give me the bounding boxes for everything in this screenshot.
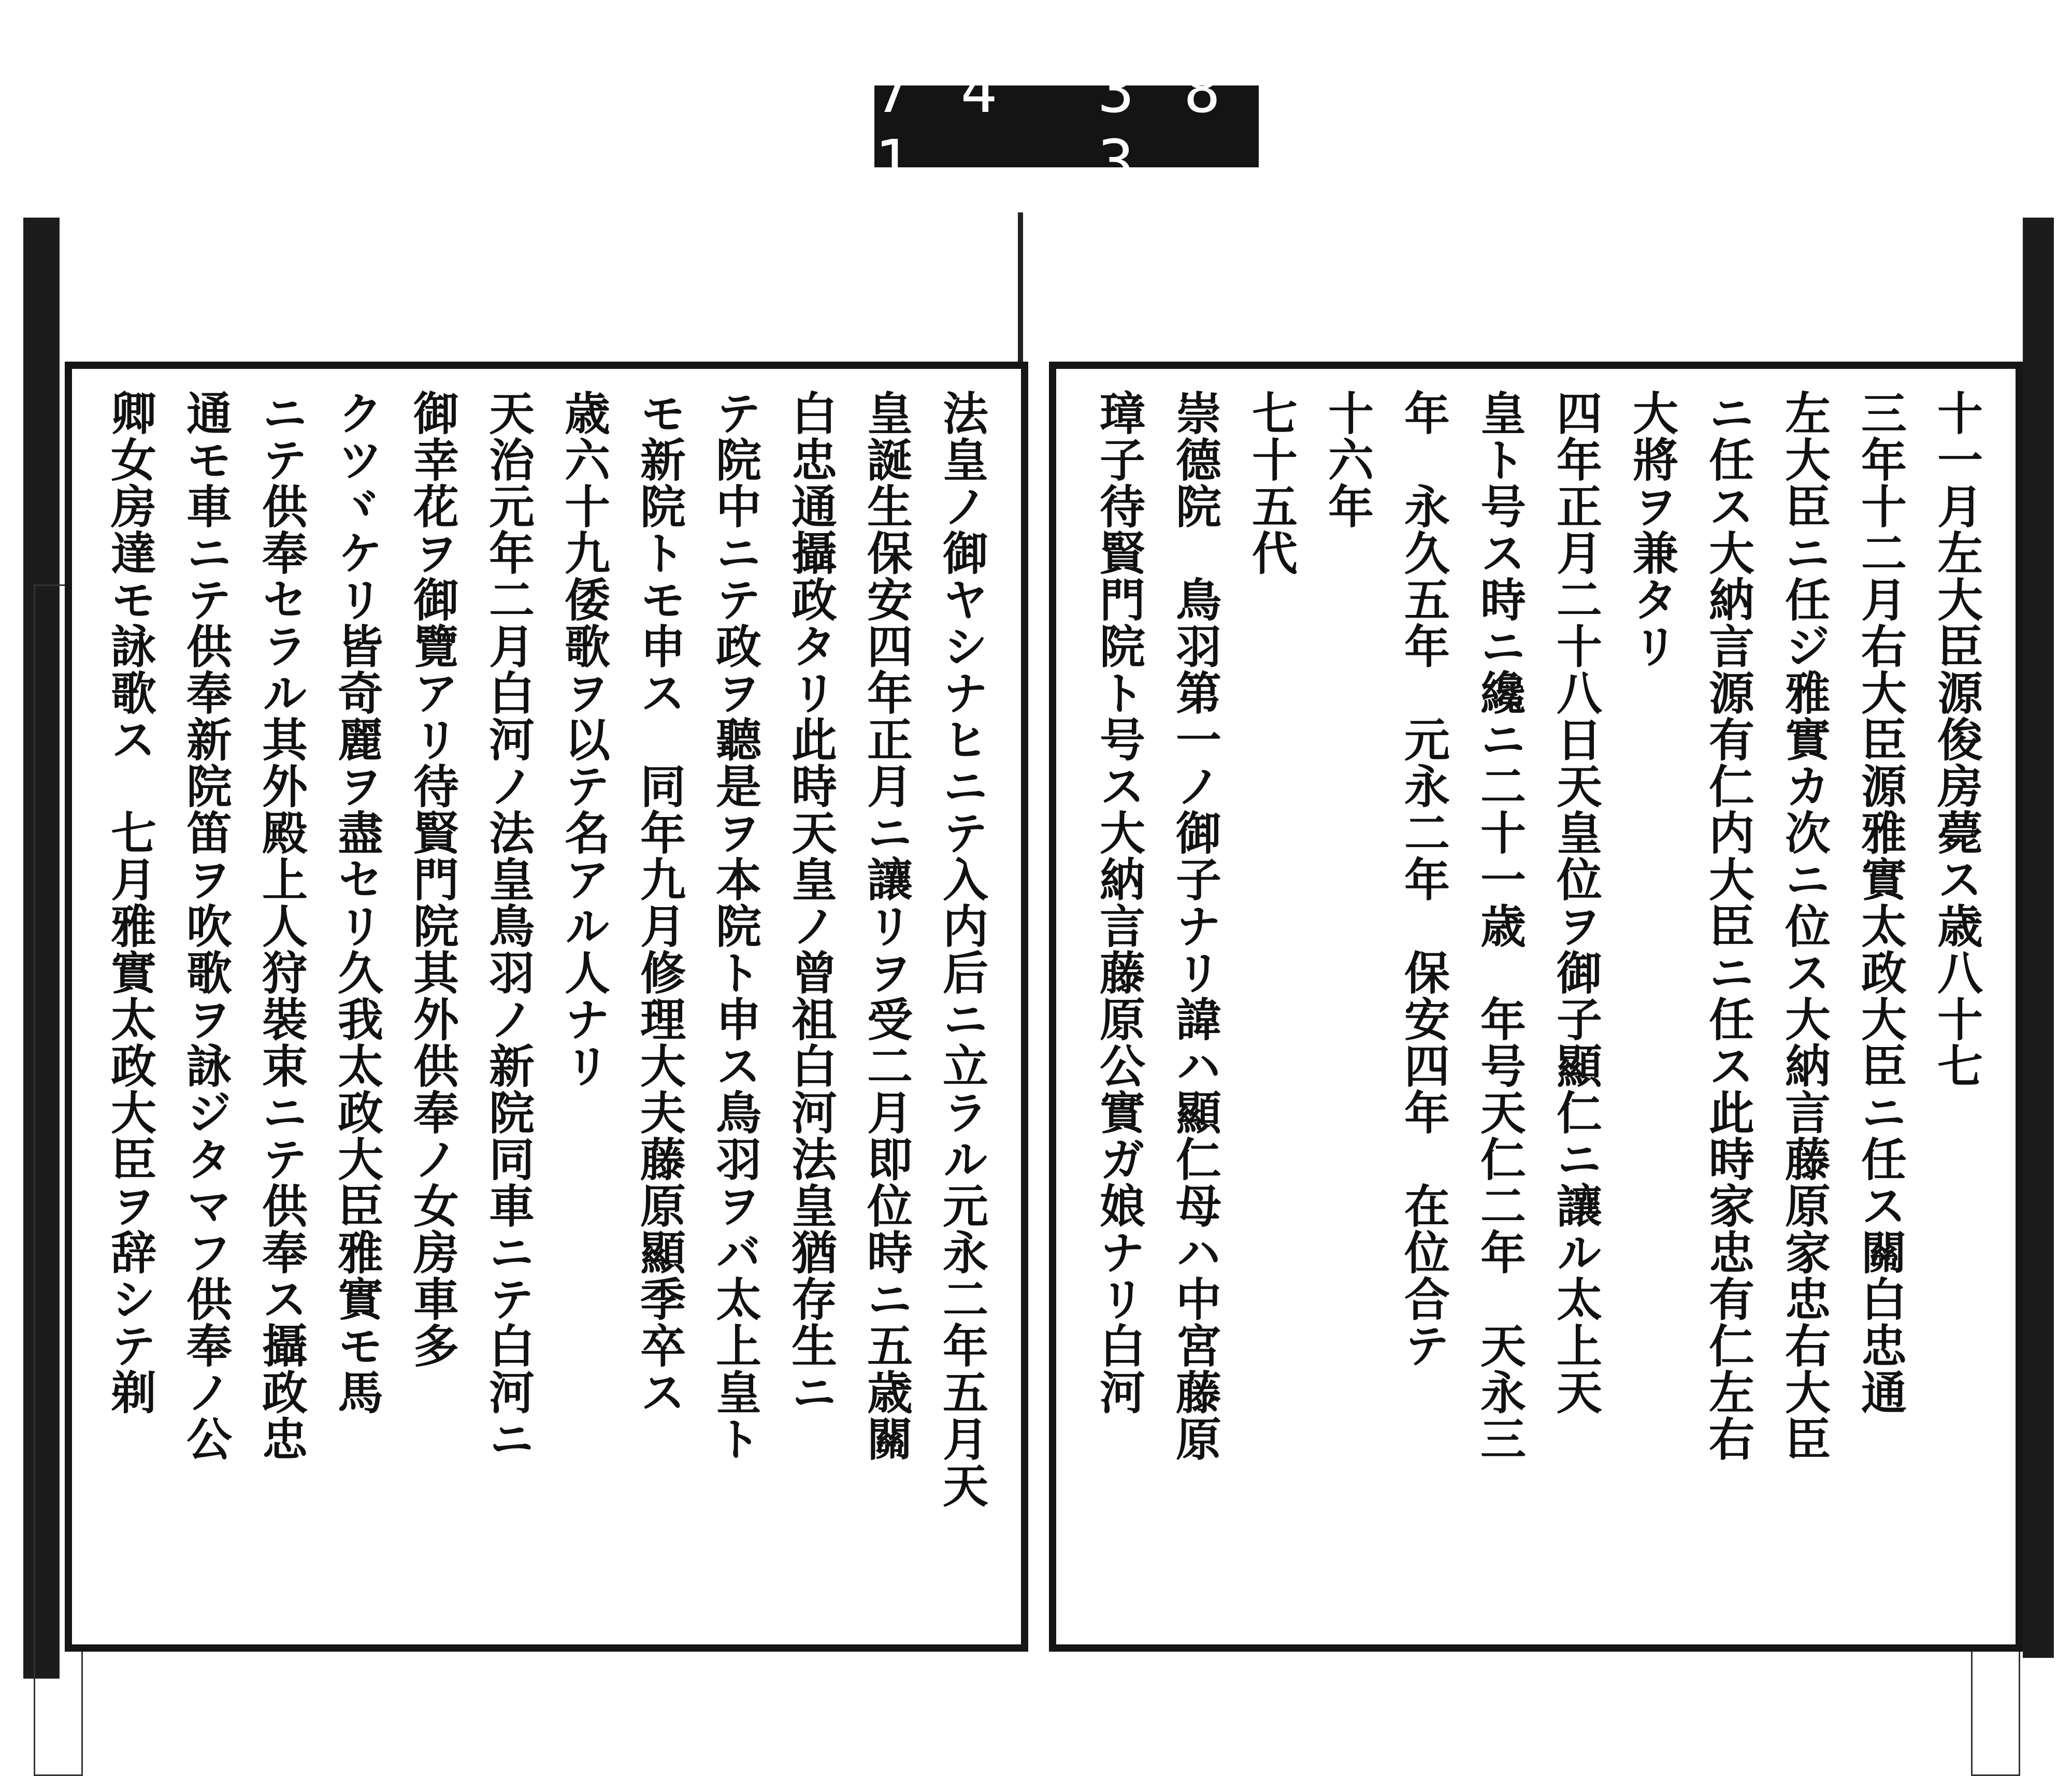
archive-number-left: 7 4 1 [874,55,1004,198]
right-column-3: 左大臣ニ任ジ雅實カ次ニ位ス大納言藤原家忠右大臣 [1778,390,1832,1462]
archive-number-right: 3 8 3 [1097,55,1227,198]
right-column-10: 七十五代 [1245,390,1299,576]
left-column-1: 法皇ノ御ヤシナヒニテ入内后ニ立ラル元永二年五月天 [936,390,989,1509]
left-column-2: 皇誕生保安四年正月ニ讓リヲ受二月即位時ニ五歳關 [860,390,914,1462]
left-page-columns [93,390,1000,1624]
right-column-1: 十一月左大臣源俊房薨ス歳八十七 [1930,390,1984,1089]
left-column-8: 御幸花ヲ御覽アリ待賢門院其外供奉ノ女房車多 [406,390,460,1369]
left-column-6: 歳六十九倭歌ヲ以テ名アル人ナリ [557,390,611,1089]
right-column-7: 皇ト号ス時ニ纔ニ二十一歳 年号天仁二年 天永三 [1473,390,1527,1462]
right-column-4: ニ任ス大納言源有仁内大臣ニ任ス此時家忠有仁左右 [1702,390,1756,1462]
right-column-5: 大將ヲ兼タリ [1625,390,1679,669]
archive-number-label [874,55,1259,198]
left-column-7: 天治元年二月白河ノ法皇鳥羽ノ新院同車ニテ白河ニ [482,390,536,1462]
left-column-12: 卿女房達モ詠歌ス 七月雅實太政大臣ヲ辞シテ剃 [104,390,157,1415]
left-column-9: クツヾケリ皆奇麗ヲ盡セリ久我太政大臣雅實モ馬 [330,390,384,1415]
left-column-5: モ新院トモ申ス 同年九月修理大夫藤原顯季卒ス [633,390,687,1415]
left-column-3: 白忠通攝政タリ此時天皇ノ曾祖白河法皇猶存生ニ [784,390,838,1415]
left-column-10: ニテ供奉セラル其外殿上人狩裝束ニテ供奉ス攝政忠 [255,390,309,1462]
left-column-11: 通モ車ニテ供奉新院笛ヲ吹歌ヲ詠ジタマフ供奉ノ公 [179,390,233,1462]
left-page-text-frame [65,362,1028,1652]
right-page [1028,211,2036,1703]
left-column-4: テ院中ニテ政ヲ聽是ヲ本院ト申ス鳥羽ヲバ太上皇ト [709,390,762,1462]
right-column-12: 璋子待賢門院ト号ス大納言藤原公實ガ娘ナリ白河 [1092,390,1146,1415]
right-column-8: 年 永久五年 元永二年 保安四年 在位合テ [1397,390,1451,1369]
left-page [23,211,1010,1703]
right-column-11: 崇德院 鳥羽第一ノ御子ナリ諱ハ顯仁母ハ中宮藤原 [1169,390,1222,1462]
right-page-columns [1077,390,1995,1624]
right-column-9: 十六年 [1321,390,1375,529]
right-column-6: 四年正月二十八日天皇位ヲ御子顯仁ニ讓ル太上天 [1549,390,1603,1415]
right-page-text-frame [1049,362,2023,1652]
right-column-2: 三年十二月右大臣源雅實太政大臣ニ任ス關白忠通 [1854,390,1908,1415]
